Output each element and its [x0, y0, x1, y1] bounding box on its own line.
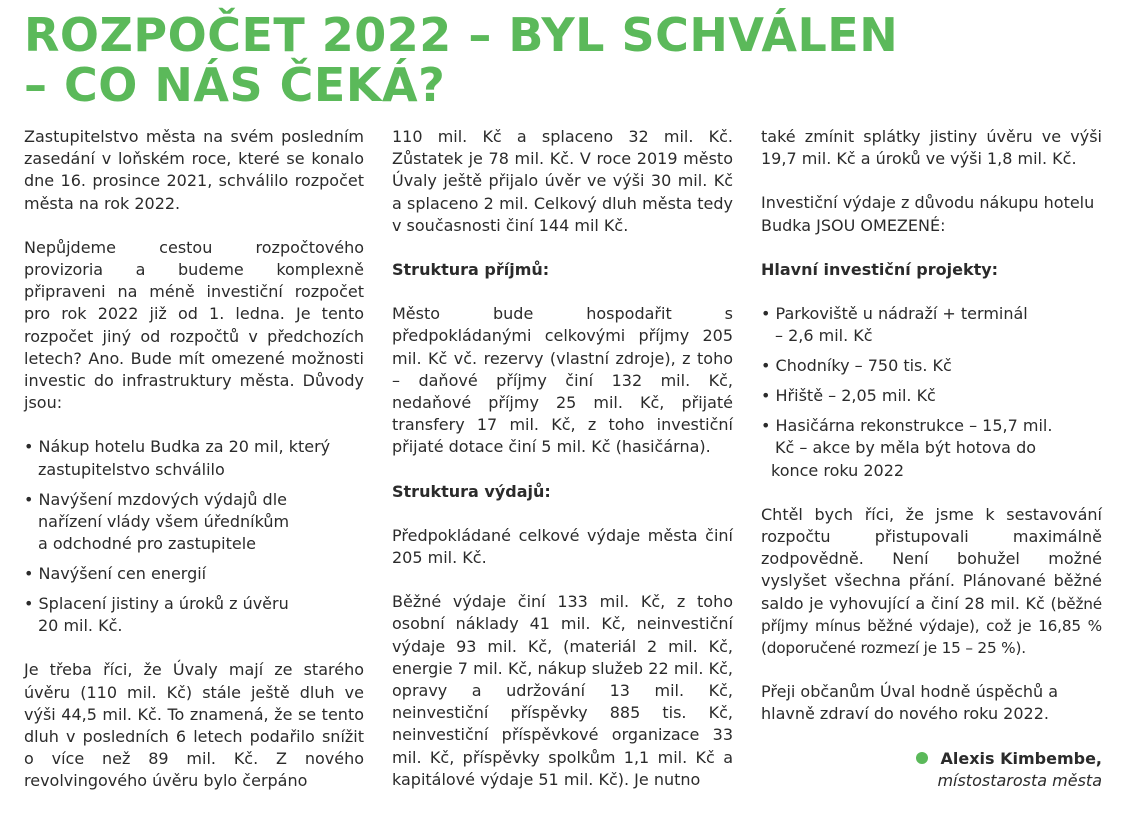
- column-3: [761, 126, 1102, 792]
- paragraph-conclusion: [761, 504, 1102, 659]
- paragraph-debt: Je třeba říci, že Úvaly mají ze starého úvěru (110 mil. Kč) stále ještě dluh ve výši 44,5 mil. Kč. To znamená, že se tento dluh v posledních 6 letech podařilo snížit o více než 89 mil. Kč. Z nového revolvingového úvěru bylo čerpáno: [24, 660, 364, 791]
- paragraph-current-expenses: Běžné výdaje činí 133 mil. Kč, z toho osobní náklady 41 mil. Kč, neinvestiční výdaje 93 mil. Kč, (materiál 2 mil. Kč, energie 7 mil. Kč, nákup služeb 22 mil. Kč, opravy a udržování 13 mil. Kč, neinvestiční příspěvky 885 tis. Kč, neinvestiční příspěvkové organizace 33 mil. Kč, příspěvky spolkům 1,1 mil. Kč a kapitálové výdaje 51 mil. Kč). Je nutno: [392, 592, 733, 789]
- heading-projects: Hlavní investiční projekty:: [761, 259, 999, 279]
- column-1: [24, 126, 364, 815]
- list-item-line: • Parkoviště u nádraží + terminál: [761, 304, 1028, 324]
- column-2: [392, 126, 733, 813]
- article-title: [24, 10, 1114, 110]
- signature-role: místostarosta města: [937, 770, 1102, 790]
- paragraph-income: Město bude hospodařit s předpokládanými celkovými příjmy 205 mil. Kč vč. rezervy (vlastní zdroje), z toho – daňové příjmy činí 132 mil. Kč, nedaňové příjmy 25 mil. Kč, přijaté transfery 17 mil. Kč, z toho investiční přijaté dotace činí 5 mil. Kč (hasičárna).: [392, 304, 733, 457]
- paragraph-total-expenses: Předpokládané celkové výdaje města činí 205 mil. Kč.: [392, 525, 733, 568]
- paragraph-reasons: Nepůjdeme cestou rozpočtového provizoria a budeme komplexně připraveni na méně investiční rozpočet pro rok 2022 již od 1. ledna. Je tento rozpočet jiný od rozpočtů v předchozích letech? Ano. Bude mít omezené možnosti investic do infrastruktury města. Důvody jsou:: [24, 237, 364, 413]
- paragraph-conclusion-part-1: Chtěl bych říci, že jsme k sestavování rozpočtu přistupovali maximálně zodpovědně. Není bohužel možné vyslyšet všechna přání. Plánované běžné saldo je vyhovující a činí 28 mil. Kč (: [761, 504, 1102, 613]
- list-item-line: • Splacení jistiny a úroků z úvěru: [24, 594, 289, 614]
- signature-name: Alexis Kimbembe,: [940, 748, 1102, 768]
- signature: [761, 748, 1102, 792]
- list-item-line: • Navýšení cen energií: [24, 564, 207, 584]
- list-item-line: • Hřiště – 2,05 mil. Kč: [761, 386, 936, 406]
- list-item-line: • Chodníky – 750 tis. Kč: [761, 356, 952, 376]
- list-item-line: zastupitelstvo schválilo: [38, 459, 225, 479]
- list-item: [761, 385, 1102, 407]
- paragraph-debt-continued: 110 mil. Kč a splaceno 32 mil. Kč. Zůstatek je 78 mil. Kč. V roce 2019 město Úvaly ještě přijalo úvěr ve výši 30 mil. Kč a splaceno 2 mil. Celkový dluh města tedy v současnosti činí 144 mil Kč.: [392, 127, 733, 235]
- list-item-line: 20 mil. Kč.: [38, 616, 123, 636]
- reasons-list: [24, 436, 364, 637]
- heading-expenses: Struktura výdajů:: [392, 481, 551, 501]
- list-item-line: • Hasičárna rekonstrukce – 15,7 mil.: [761, 416, 1053, 436]
- list-item-line: Kč – akce by měla být hotova do: [775, 438, 1037, 458]
- heading-income: Struktura příjmů:: [392, 260, 550, 280]
- list-item: [24, 563, 364, 585]
- list-item-line: a odchodné pro zastupitele: [38, 534, 257, 554]
- paragraph-investment-limited: Investiční výdaje z důvodu nákupu hotelu Budka JSOU OMEZENÉ:: [761, 193, 1095, 235]
- bullet-dot-icon: [916, 752, 928, 764]
- paragraph-conclusion-part-2: běžné příjmy mínus běžné výdaje), což je 16,85 % (doporučené rozmezí je 15 – 25 %).: [761, 594, 1102, 658]
- paragraph-intro: Zastupitelstvo města na svém posledním zasedání v loňském roce, které se konalo dne 16. prosince 2021, schválilo rozpočet města na rok 2022.: [24, 127, 364, 213]
- article-title-line-2: – CO NÁS ČEKÁ?: [24, 58, 446, 112]
- list-item-line: – 2,6 mil. Kč: [775, 326, 873, 346]
- list-item-line: konce roku 2022: [771, 460, 905, 480]
- paragraph-repayments: také zmínit splátky jistiny úvěru ve výši 19,7 mil. Kč a úroků ve výši 1,8 mil. Kč.: [761, 127, 1102, 169]
- list-item: [761, 303, 1102, 347]
- list-item-line: • Nákup hotelu Budka za 20 mil, který: [24, 437, 331, 457]
- list-item: [24, 489, 364, 556]
- list-item: [24, 436, 364, 480]
- list-item: [761, 355, 1102, 377]
- list-item: [761, 415, 1102, 482]
- paragraph-wishes: Přeji občanům Úval hodně úspěchů a hlavně zdraví do nového roku 2022.: [761, 682, 1059, 724]
- list-item-line: • Navýšení mzdových výdajů dle: [24, 489, 287, 509]
- list-item-line: nařízení vlády všem úředníkům: [38, 511, 290, 531]
- projects-list: [761, 303, 1102, 482]
- list-item: [24, 593, 364, 637]
- article-title-line-1: ROZPOČET 2022 – BYL SCHVÁLEN: [24, 8, 899, 62]
